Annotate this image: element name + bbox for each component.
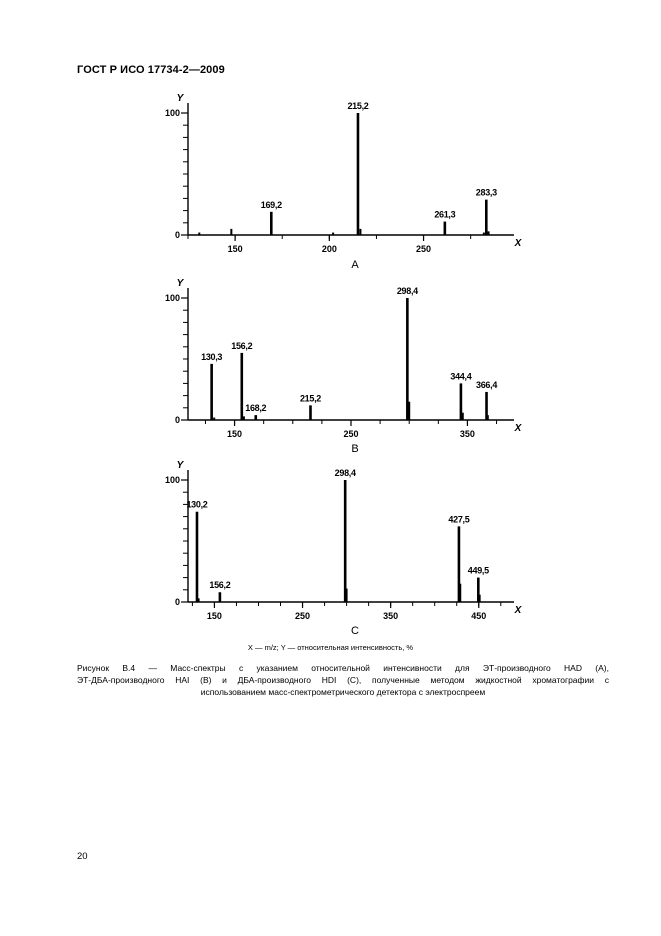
panel-b-y-axis-name: Y bbox=[176, 278, 184, 289]
panel-a-peak-label: 283,3 bbox=[475, 187, 497, 198]
panel-a-peak-bar bbox=[332, 233, 334, 235]
panel-c-peak-bar bbox=[219, 592, 222, 602]
panel-b-peak-bar bbox=[462, 413, 464, 420]
panel-c-peak-label: 449,5 bbox=[467, 565, 489, 576]
panel-c-peak-bar bbox=[346, 589, 348, 602]
panel-a-peak-bar bbox=[270, 212, 273, 235]
panel-a-peak-bar bbox=[198, 233, 200, 235]
document-header: ГОСТ Р ИСО 17734-2—2009 bbox=[77, 64, 225, 76]
panel-b-peak-bar bbox=[408, 402, 410, 420]
panel-a-x-tick-label: 250 bbox=[416, 244, 432, 254]
panel-c-x-tick-label: 350 bbox=[383, 611, 399, 621]
panel-a-peak-bar bbox=[230, 229, 232, 235]
panel-b-peak-bar bbox=[240, 353, 243, 420]
panel-b-label: B bbox=[351, 443, 359, 455]
panel-b-peak-bar bbox=[254, 415, 257, 420]
axis-legend: X — m/z; Y — относительная интенсивность, % bbox=[247, 643, 414, 652]
panel-b-peak-label: 130,3 bbox=[201, 351, 223, 362]
panel-b-peak-bar bbox=[213, 418, 215, 420]
panel-a-x-tick-label: 200 bbox=[321, 244, 337, 254]
panel-b-x-tick-label: 350 bbox=[459, 429, 475, 439]
panel-a-x-tick-label: 150 bbox=[227, 244, 243, 254]
panel-c-peak-bar bbox=[344, 480, 347, 602]
caption-line-3: использованием масс-спектрометрического детектора с электроспреем bbox=[200, 687, 486, 697]
panel-b-y-tick-label: 100 bbox=[164, 293, 180, 303]
panel-c-x-tick-label: 250 bbox=[295, 611, 311, 621]
panel-c-x-tick-label: 450 bbox=[471, 611, 487, 621]
panel-a-peak-bar bbox=[359, 229, 361, 235]
panel-a-label: A bbox=[351, 259, 359, 271]
panel-b-y-tick-label: 0 bbox=[174, 415, 180, 425]
panel-b-x-axis-name: X bbox=[514, 423, 522, 434]
panel-b-peak-label: 215,2 bbox=[299, 393, 321, 404]
caption-line-2: ЭТ-ДБА-производного HAI (B) и ДБА-производного HDI (С), полученные методом жидкостной хроматографии с bbox=[77, 675, 609, 685]
panel-b-peak-label: 156,2 bbox=[231, 340, 253, 351]
panel-a-y-tick-label: 100 bbox=[164, 108, 180, 118]
panel-c-label: C bbox=[351, 625, 359, 637]
panel-b-x-tick-label: 150 bbox=[227, 429, 243, 439]
panel-b-peak-bar bbox=[210, 364, 213, 420]
panel-a-y-axis-name: Y bbox=[176, 93, 184, 104]
page-number: 20 bbox=[77, 851, 88, 862]
panel-a-x-axis-name: X bbox=[514, 238, 522, 249]
panel-c-peak-bar bbox=[479, 595, 481, 602]
panel-a-peak-bar bbox=[444, 222, 447, 235]
panel-b-peak-label: 298,4 bbox=[396, 286, 418, 296]
panel-a-peak-label: 169,2 bbox=[260, 199, 282, 210]
figure-caption bbox=[77, 662, 609, 698]
panel-b-peak-label: 168,2 bbox=[245, 403, 267, 414]
panel-c-y-tick-label: 100 bbox=[164, 475, 180, 485]
panel-a-peak-bar bbox=[488, 231, 490, 235]
panel-b-peak-label: 344,4 bbox=[450, 371, 472, 382]
panel-b-peak-bar bbox=[487, 415, 489, 420]
panel-c-peak-label: 130,2 bbox=[186, 499, 208, 510]
panel-b-peak-bar bbox=[243, 416, 245, 420]
panel-a-peak-label: 261,3 bbox=[434, 209, 456, 220]
panel-a-peak-bar bbox=[485, 200, 488, 235]
panel-c-y-tick-label: 0 bbox=[174, 597, 180, 607]
panel-a-peak-label: 215,2 bbox=[347, 101, 369, 111]
panel-b-x-tick-label: 250 bbox=[343, 429, 359, 439]
caption-line-1: Рисунок B.4 — Масс-спектры с указанием относительной интенсивности для ЭТ-производного HAD (А), bbox=[77, 663, 609, 673]
panel-c-peak-label: 156,2 bbox=[209, 580, 231, 591]
panel-c-x-axis-name: X bbox=[514, 605, 522, 616]
panel-c-x-tick-label: 150 bbox=[206, 611, 222, 621]
panel-c-peak-bar bbox=[198, 598, 200, 602]
panel-c-peak-bar bbox=[459, 584, 461, 602]
panel-c-y-axis-name: Y bbox=[176, 460, 184, 471]
panel-c-peak-label: 427,5 bbox=[448, 514, 470, 525]
panel-a-y-tick-label: 0 bbox=[174, 230, 180, 240]
panel-c-peak-label: 298,4 bbox=[334, 468, 356, 478]
panel-b-peak-label: 366,4 bbox=[476, 379, 498, 390]
panel-a-peak-bar bbox=[357, 113, 360, 235]
panel-c-peak-bar bbox=[196, 512, 199, 602]
panel-a-peak-bar bbox=[483, 233, 485, 235]
panel-b-peak-bar bbox=[309, 405, 312, 420]
